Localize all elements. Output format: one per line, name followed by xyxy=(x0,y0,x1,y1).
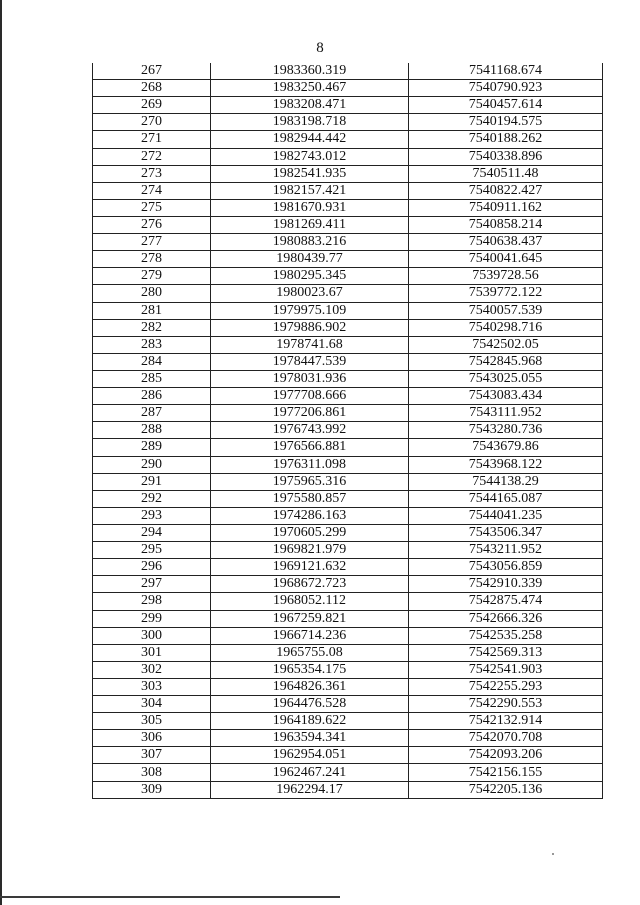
y-coordinate-cell: 7542132.914 xyxy=(409,713,603,730)
point-number-cell: 281 xyxy=(93,302,211,319)
x-coordinate-cell: 1964189.622 xyxy=(211,713,409,730)
x-coordinate-cell: 1964476.528 xyxy=(211,696,409,713)
x-coordinate-cell: 1964826.361 xyxy=(211,678,409,695)
y-coordinate-cell: 7540041.645 xyxy=(409,251,603,268)
y-coordinate-cell: 7540457.614 xyxy=(409,97,603,114)
point-number-cell: 287 xyxy=(93,405,211,422)
point-number-cell: 279 xyxy=(93,268,211,285)
table-row xyxy=(93,678,603,695)
x-coordinate-cell: 1980439.77 xyxy=(211,251,409,268)
y-coordinate-cell: 7543968.122 xyxy=(409,456,603,473)
table-row xyxy=(93,97,603,114)
x-coordinate-cell: 1966714.236 xyxy=(211,627,409,644)
x-coordinate-cell: 1983360.319 xyxy=(211,63,409,80)
y-coordinate-cell: 7542875.474 xyxy=(409,593,603,610)
table-row xyxy=(93,456,603,473)
table-row xyxy=(93,524,603,541)
table-row xyxy=(93,336,603,353)
table-row xyxy=(93,251,603,268)
point-number-cell: 299 xyxy=(93,610,211,627)
table-row xyxy=(93,439,603,456)
x-coordinate-cell: 1979975.109 xyxy=(211,302,409,319)
y-coordinate-cell: 7543506.347 xyxy=(409,524,603,541)
y-coordinate-cell: 7543111.952 xyxy=(409,405,603,422)
point-number-cell: 288 xyxy=(93,422,211,439)
y-coordinate-cell: 7540858.214 xyxy=(409,216,603,233)
table-row xyxy=(93,370,603,387)
y-coordinate-cell: 7542569.313 xyxy=(409,644,603,661)
table-row xyxy=(93,285,603,302)
point-number-cell: 268 xyxy=(93,80,211,97)
table-row xyxy=(93,302,603,319)
x-coordinate-cell: 1982743.012 xyxy=(211,148,409,165)
point-number-cell: 283 xyxy=(93,336,211,353)
table-row xyxy=(93,114,603,131)
x-coordinate-cell: 1978447.539 xyxy=(211,353,409,370)
x-coordinate-cell: 1969821.979 xyxy=(211,542,409,559)
x-coordinate-cell: 1978741.68 xyxy=(211,336,409,353)
x-coordinate-cell: 1965354.175 xyxy=(211,661,409,678)
y-coordinate-cell: 7542290.553 xyxy=(409,696,603,713)
y-coordinate-cell: 7539772.122 xyxy=(409,285,603,302)
point-number-cell: 284 xyxy=(93,353,211,370)
point-number-cell: 301 xyxy=(93,644,211,661)
table-row xyxy=(93,268,603,285)
point-number-cell: 270 xyxy=(93,114,211,131)
table-row xyxy=(93,388,603,405)
x-coordinate-cell: 1969121.632 xyxy=(211,559,409,576)
x-coordinate-cell: 1983208.471 xyxy=(211,97,409,114)
x-coordinate-cell: 1979886.902 xyxy=(211,319,409,336)
y-coordinate-cell: 7543211.952 xyxy=(409,542,603,559)
point-number-cell: 306 xyxy=(93,730,211,747)
y-coordinate-cell: 7542093.206 xyxy=(409,747,603,764)
table-row xyxy=(93,644,603,661)
y-coordinate-cell: 7540338.896 xyxy=(409,148,603,165)
table-row xyxy=(93,182,603,199)
y-coordinate-cell: 7542666.326 xyxy=(409,610,603,627)
table-row xyxy=(93,542,603,559)
point-number-cell: 307 xyxy=(93,747,211,764)
y-coordinate-cell: 7543083.434 xyxy=(409,388,603,405)
point-number-cell: 290 xyxy=(93,456,211,473)
point-number-cell: 292 xyxy=(93,490,211,507)
point-number-cell: 296 xyxy=(93,559,211,576)
point-number-cell: 286 xyxy=(93,388,211,405)
table-row xyxy=(93,593,603,610)
point-number-cell: 276 xyxy=(93,216,211,233)
table-row xyxy=(93,422,603,439)
table-row xyxy=(93,216,603,233)
point-number-cell: 298 xyxy=(93,593,211,610)
x-coordinate-cell: 1983198.718 xyxy=(211,114,409,131)
y-coordinate-cell: 7543679.86 xyxy=(409,439,603,456)
point-number-cell: 278 xyxy=(93,251,211,268)
point-number-cell: 309 xyxy=(93,781,211,798)
y-coordinate-cell: 7539728.56 xyxy=(409,268,603,285)
x-coordinate-cell: 1962294.17 xyxy=(211,781,409,798)
scan-speck xyxy=(552,853,554,855)
y-coordinate-cell: 7540822.427 xyxy=(409,182,603,199)
y-coordinate-cell: 7542502.05 xyxy=(409,336,603,353)
x-coordinate-cell: 1980023.67 xyxy=(211,285,409,302)
y-coordinate-cell: 7542910.339 xyxy=(409,576,603,593)
table-row xyxy=(93,610,603,627)
x-coordinate-cell: 1976311.098 xyxy=(211,456,409,473)
point-number-cell: 308 xyxy=(93,764,211,781)
x-coordinate-cell: 1968052.112 xyxy=(211,593,409,610)
coordinates-table-body xyxy=(93,63,603,798)
x-coordinate-cell: 1982944.442 xyxy=(211,131,409,148)
coordinates-table xyxy=(92,63,603,799)
table-row xyxy=(93,747,603,764)
table-row xyxy=(93,730,603,747)
x-coordinate-cell: 1965755.08 xyxy=(211,644,409,661)
x-coordinate-cell: 1982157.421 xyxy=(211,182,409,199)
y-coordinate-cell: 7544165.087 xyxy=(409,490,603,507)
y-coordinate-cell: 7540790.923 xyxy=(409,80,603,97)
y-coordinate-cell: 7543280.736 xyxy=(409,422,603,439)
x-coordinate-cell: 1977206.861 xyxy=(211,405,409,422)
point-number-cell: 282 xyxy=(93,319,211,336)
point-number-cell: 293 xyxy=(93,507,211,524)
scan-edge-left xyxy=(0,0,2,905)
x-coordinate-cell: 1980295.345 xyxy=(211,268,409,285)
y-coordinate-cell: 7542070.708 xyxy=(409,730,603,747)
x-coordinate-cell: 1974286.163 xyxy=(211,507,409,524)
table-row xyxy=(93,199,603,216)
y-coordinate-cell: 7542845.968 xyxy=(409,353,603,370)
point-number-cell: 269 xyxy=(93,97,211,114)
y-coordinate-cell: 7543056.859 xyxy=(409,559,603,576)
table-row xyxy=(93,473,603,490)
point-number-cell: 304 xyxy=(93,696,211,713)
point-number-cell: 280 xyxy=(93,285,211,302)
x-coordinate-cell: 1976566.881 xyxy=(211,439,409,456)
y-coordinate-cell: 7542255.293 xyxy=(409,678,603,695)
y-coordinate-cell: 7540194.575 xyxy=(409,114,603,131)
y-coordinate-cell: 7541168.674 xyxy=(409,63,603,80)
x-coordinate-cell: 1970605.299 xyxy=(211,524,409,541)
table-row xyxy=(93,80,603,97)
table-row xyxy=(93,559,603,576)
point-number-cell: 273 xyxy=(93,165,211,182)
x-coordinate-cell: 1975580.857 xyxy=(211,490,409,507)
x-coordinate-cell: 1976743.992 xyxy=(211,422,409,439)
y-coordinate-cell: 7542535.258 xyxy=(409,627,603,644)
x-coordinate-cell: 1963594.341 xyxy=(211,730,409,747)
x-coordinate-cell: 1981269.411 xyxy=(211,216,409,233)
point-number-cell: 272 xyxy=(93,148,211,165)
x-coordinate-cell: 1981670.931 xyxy=(211,199,409,216)
table-row xyxy=(93,490,603,507)
x-coordinate-cell: 1975965.316 xyxy=(211,473,409,490)
y-coordinate-cell: 7540638.437 xyxy=(409,234,603,251)
x-coordinate-cell: 1968672.723 xyxy=(211,576,409,593)
x-coordinate-cell: 1962467.241 xyxy=(211,764,409,781)
y-coordinate-cell: 7544041.235 xyxy=(409,507,603,524)
point-number-cell: 295 xyxy=(93,542,211,559)
table-row xyxy=(93,353,603,370)
x-coordinate-cell: 1977708.666 xyxy=(211,388,409,405)
table-row xyxy=(93,661,603,678)
x-coordinate-cell: 1978031.936 xyxy=(211,370,409,387)
point-number-cell: 271 xyxy=(93,131,211,148)
table-row xyxy=(93,764,603,781)
point-number-cell: 294 xyxy=(93,524,211,541)
point-number-cell: 267 xyxy=(93,63,211,80)
point-number-cell: 275 xyxy=(93,199,211,216)
y-coordinate-cell: 7543025.055 xyxy=(409,370,603,387)
x-coordinate-cell: 1982541.935 xyxy=(211,165,409,182)
x-coordinate-cell: 1962954.051 xyxy=(211,747,409,764)
y-coordinate-cell: 7542205.136 xyxy=(409,781,603,798)
point-number-cell: 305 xyxy=(93,713,211,730)
table-row xyxy=(93,696,603,713)
x-coordinate-cell: 1983250.467 xyxy=(211,80,409,97)
point-number-cell: 291 xyxy=(93,473,211,490)
point-number-cell: 303 xyxy=(93,678,211,695)
point-number-cell: 297 xyxy=(93,576,211,593)
table-row xyxy=(93,131,603,148)
y-coordinate-cell: 7544138.29 xyxy=(409,473,603,490)
y-coordinate-cell: 7540057.539 xyxy=(409,302,603,319)
table-row xyxy=(93,148,603,165)
table-row xyxy=(93,405,603,422)
y-coordinate-cell: 7540511.48 xyxy=(409,165,603,182)
x-coordinate-cell: 1967259.821 xyxy=(211,610,409,627)
table-row xyxy=(93,165,603,182)
point-number-cell: 300 xyxy=(93,627,211,644)
point-number-cell: 285 xyxy=(93,370,211,387)
x-coordinate-cell: 1980883.216 xyxy=(211,234,409,251)
table-row xyxy=(93,319,603,336)
point-number-cell: 302 xyxy=(93,661,211,678)
point-number-cell: 289 xyxy=(93,439,211,456)
y-coordinate-cell: 7540298.716 xyxy=(409,319,603,336)
y-coordinate-cell: 7540188.262 xyxy=(409,131,603,148)
point-number-cell: 274 xyxy=(93,182,211,199)
table-row xyxy=(93,507,603,524)
table-row xyxy=(93,713,603,730)
table-row xyxy=(93,627,603,644)
page-number: 8 xyxy=(316,40,324,56)
table-row xyxy=(93,576,603,593)
y-coordinate-cell: 7542156.155 xyxy=(409,764,603,781)
y-coordinate-cell: 7540911.162 xyxy=(409,199,603,216)
point-number-cell: 277 xyxy=(93,234,211,251)
table-row xyxy=(93,63,603,80)
table-row xyxy=(93,781,603,798)
y-coordinate-cell: 7542541.903 xyxy=(409,661,603,678)
table-row xyxy=(93,234,603,251)
scan-edge-bottom xyxy=(0,896,340,898)
